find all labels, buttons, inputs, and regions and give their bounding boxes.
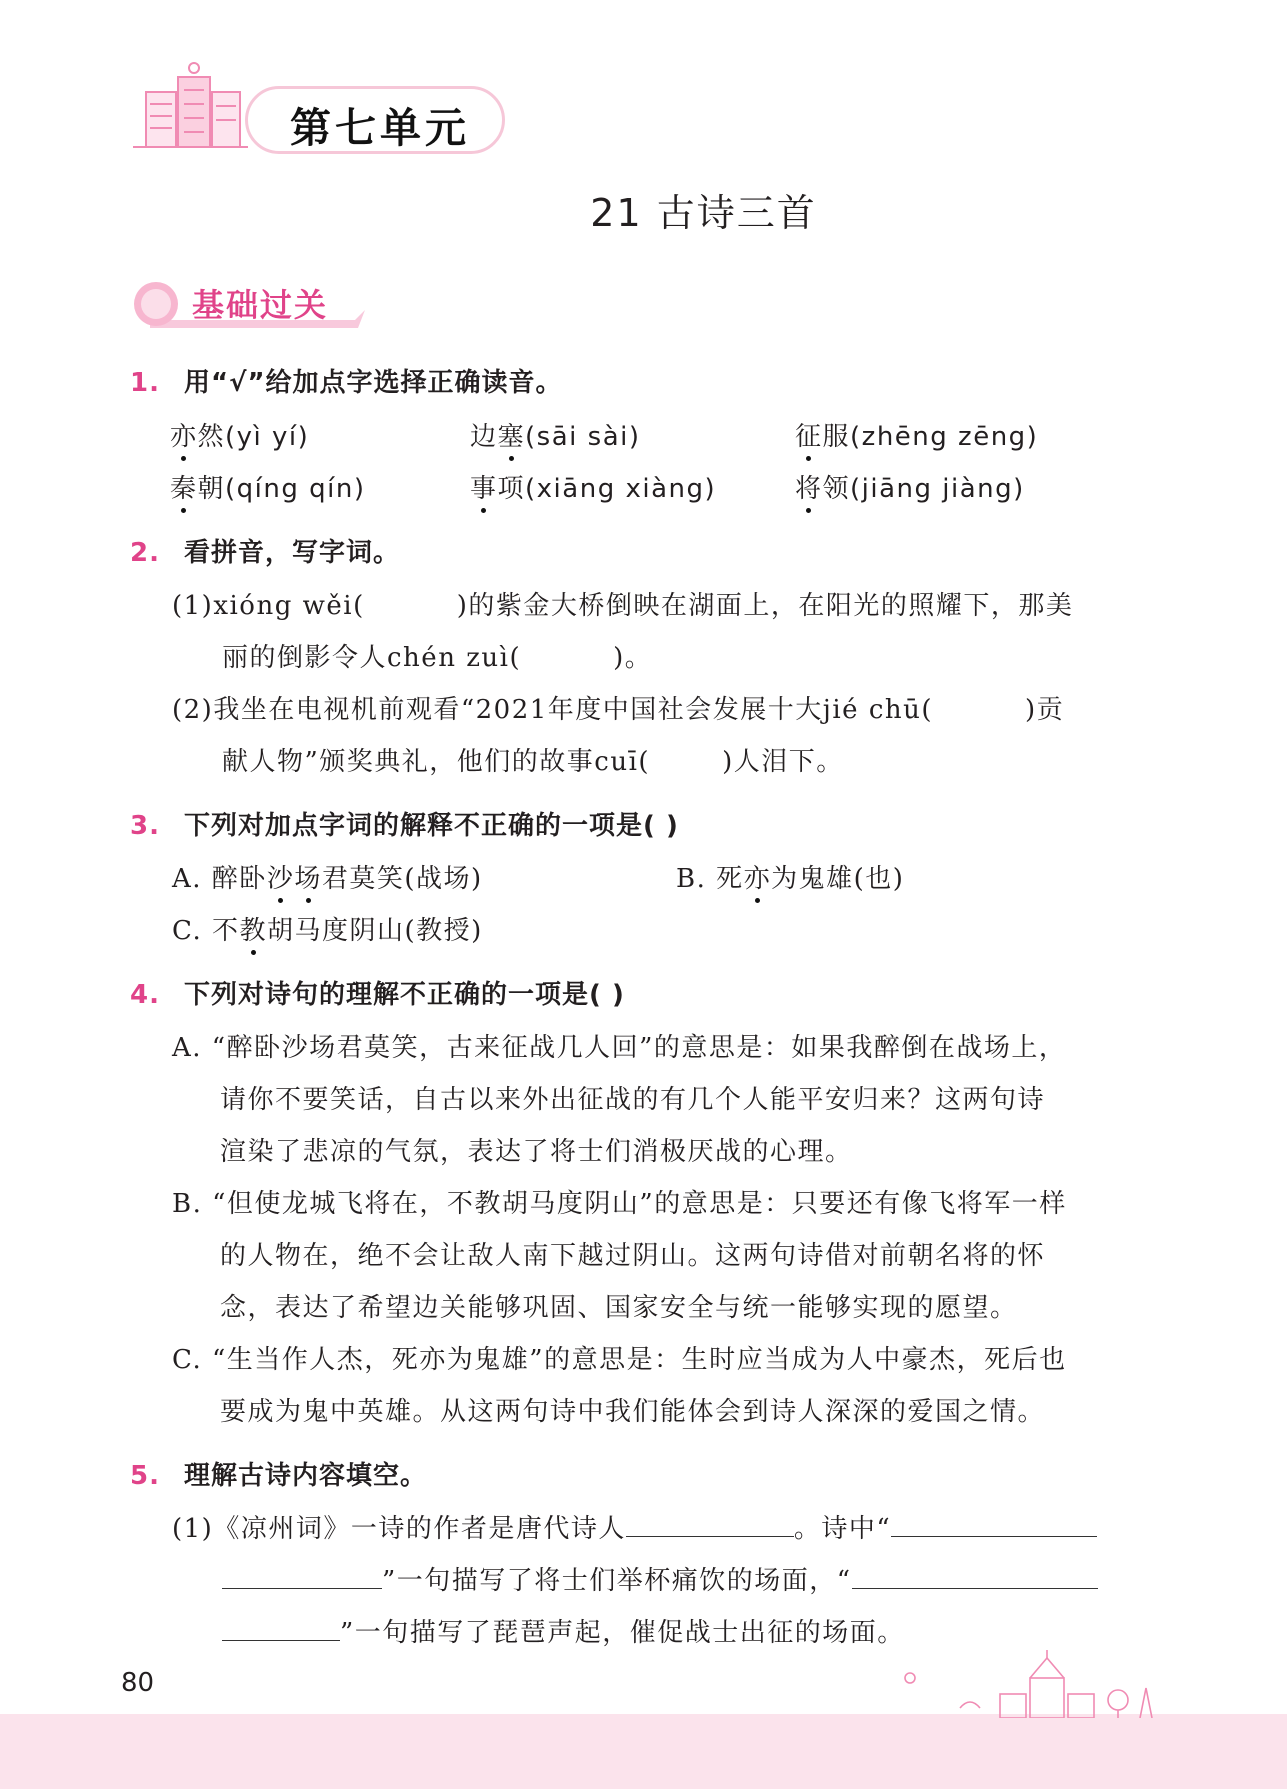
question-number: 3. — [130, 811, 160, 841]
text-segment: )。 — [613, 643, 653, 673]
pinyin-choice-item — [470, 416, 641, 453]
footer-band — [0, 1714, 1287, 1789]
option-b-line[interactable]: B. “但使龙城飞将在，不教胡马度阴山”的意思是：只要还有像飞将军一样 — [172, 1189, 1067, 1219]
text-line — [222, 741, 844, 778]
option-b-line: 的人物在，绝不会让敌人南下越过阴山。这两句诗借对前朝名将的怀 — [220, 1241, 1046, 1271]
text-line — [172, 585, 1073, 622]
question-number: 4. — [130, 980, 160, 1010]
option-text: B. 死 — [676, 864, 744, 894]
answer-blank[interactable] — [852, 1564, 1098, 1589]
answer-blank[interactable] — [626, 1512, 794, 1537]
question-2-prompt — [130, 532, 400, 569]
question-text: 理解古诗内容填空。 — [184, 1461, 428, 1491]
question-1-prompt — [130, 362, 563, 399]
question-text: 看拼音，写字词。 — [184, 538, 401, 568]
pinyin-choice-item — [795, 468, 1025, 505]
word-rest: 边 — [470, 422, 498, 452]
option-a-line[interactable]: A. “醉卧沙场君莫笑，古来征战几人回”的意思是：如果我醉倒在战场上， — [172, 1033, 1067, 1063]
option-text: 君莫笑(战场) — [321, 864, 483, 894]
dotted-character: 亦 — [744, 858, 772, 895]
question-number: 1. — [130, 368, 160, 398]
fill-line — [172, 1508, 1097, 1545]
question-4-prompt — [130, 974, 625, 1011]
text-line — [172, 689, 1064, 726]
option-b-line: 念，表达了希望边关能够巩固、国家安全与统一能够实现的愿望。 — [220, 1293, 1018, 1323]
pinyin-options[interactable]: (zhēng zēng) — [850, 422, 1039, 452]
text-segment: (1)《凉州词》一诗的作者是唐代诗人 — [172, 1514, 626, 1544]
pinyin-choice-item — [170, 416, 309, 453]
dotted-character: 场 — [294, 858, 322, 895]
question-text: 用“√”给加点字选择正确读音。 — [184, 368, 563, 398]
dotted-character: 沙 — [267, 858, 295, 895]
question-3-prompt — [130, 805, 679, 842]
pinyin-choice-item — [795, 416, 1038, 453]
word-rest: 服 — [822, 422, 851, 452]
text-segment: )的紫金大桥倒映在湖面上，在阳光的照耀下，那美 — [456, 591, 1074, 621]
text-segment: (1)xióng wěi( — [172, 591, 365, 621]
question-text: 下列对诗句的理解不正确的一项是( ) — [184, 980, 625, 1010]
pinyin-options[interactable]: (yì yí) — [225, 422, 310, 452]
word-rest: 朝 — [197, 474, 226, 504]
text-segment: )人泪下。 — [722, 747, 844, 777]
dotted-character: 秦 — [170, 468, 198, 505]
option-b[interactable] — [676, 858, 904, 895]
unit-title: 第七单元 — [290, 104, 470, 152]
question-number: 5. — [130, 1461, 160, 1491]
dotted-character: 征 — [795, 416, 823, 453]
pinyin-choice-item — [170, 468, 366, 505]
dotted-character: 塞 — [498, 416, 526, 453]
option-c-line[interactable]: C. “生当作人杰，死亦为鬼雄”的意思是：生时应当成为人中豪杰，死后也 — [172, 1345, 1067, 1375]
text-segment: 献人物”颁奖典礼，他们的故事cuī( — [222, 747, 651, 777]
pinyin-choice-item — [470, 468, 716, 505]
lesson-title: 21 古诗三首 — [590, 191, 817, 235]
option-a-line: 渲染了悲凉的气氛，表达了将士们消极厌战的心理。 — [220, 1137, 853, 1167]
word-rest: 然 — [197, 422, 226, 452]
question-text: 下列对加点字词的解释不正确的一项是( ) — [184, 811, 679, 841]
text-segment: 。诗中“ — [793, 1514, 892, 1544]
text-line — [222, 637, 652, 674]
text-segment: ”一句描写了琵琶声起，催促战士出征的场面。 — [340, 1618, 905, 1648]
dotted-character: 事 — [470, 468, 498, 505]
dotted-character: 亦 — [170, 416, 198, 453]
castle-illustration — [880, 1648, 1180, 1718]
text-segment: (2)我坐在电视机前观看“2021年度中国社会发展十大jié chū( — [172, 695, 934, 725]
page-number: 80 — [121, 1668, 155, 1698]
text-segment: ”一句描写了将士们举杯痛饮的场面，“ — [382, 1566, 852, 1596]
answer-blank[interactable] — [222, 1564, 382, 1589]
option-c[interactable] — [172, 910, 483, 947]
pinyin-options[interactable]: (qíng qín) — [225, 474, 366, 504]
word-rest: 项 — [497, 474, 526, 504]
fill-line — [222, 1612, 905, 1649]
dotted-character: 教 — [240, 910, 268, 947]
word-rest: 领 — [822, 474, 851, 504]
option-a[interactable] — [172, 858, 483, 895]
option-c-line: 要成为鬼中英雄。从这两句诗中我们能体会到诗人深深的爱国之情。 — [220, 1397, 1046, 1427]
question-number: 2. — [130, 538, 160, 568]
pinyin-options[interactable]: (sāi sài) — [525, 422, 641, 452]
answer-blank[interactable] — [222, 1616, 340, 1641]
pinyin-options[interactable]: (xiāng xiàng) — [525, 474, 717, 504]
text-segment: )贡 — [1025, 695, 1065, 725]
text-segment: 丽的倒影令人chén zuì( — [222, 643, 522, 673]
option-text: 胡马度阴山(教授) — [267, 916, 483, 946]
answer-blank[interactable] — [891, 1512, 1097, 1537]
pinyin-options[interactable]: (jiāng jiàng) — [850, 474, 1025, 504]
section-label: 基础过关 — [192, 286, 329, 324]
dotted-character: 将 — [795, 468, 823, 505]
option-a-line: 请你不要笑话，自古以来外出征战的有几个人能平安归来？这两句诗 — [220, 1085, 1046, 1115]
option-text: C. 不 — [172, 916, 240, 946]
option-text: 为鬼雄(也) — [771, 864, 905, 894]
fill-line — [222, 1560, 1098, 1597]
option-text: A. 醉卧 — [172, 864, 267, 894]
question-5-prompt — [130, 1455, 427, 1492]
